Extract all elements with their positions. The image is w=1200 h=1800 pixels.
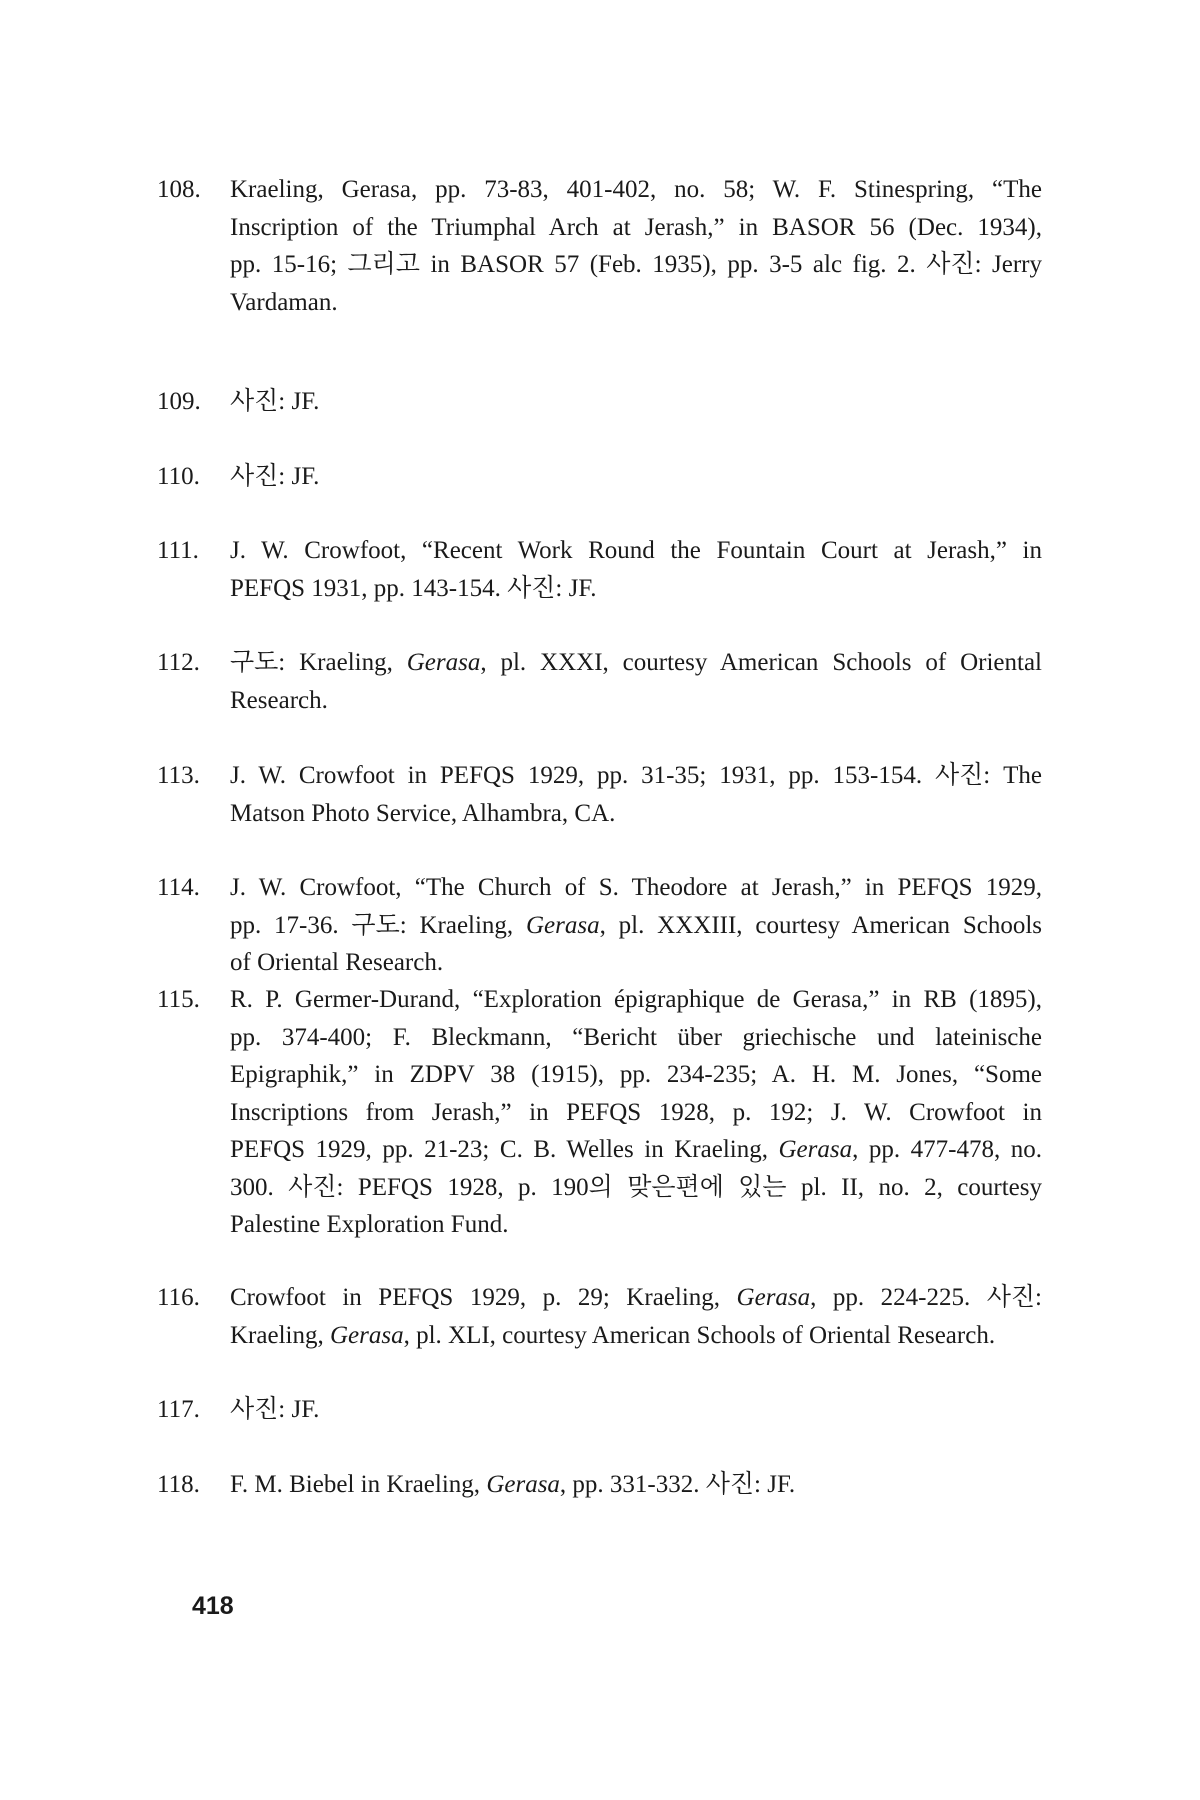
note-line: pp. 15-16; 그리고 in BASOR 57 (Feb. 1935), pp. 3-5 alc fig. 2. 사진: Jerry — [230, 251, 1042, 278]
endnote-116 — [157, 1279, 1042, 1354]
note-text — [230, 383, 1042, 421]
endnote-118 — [157, 1466, 1042, 1504]
note-number: 114. — [157, 874, 200, 901]
note-line: Palestine Exploration Fund. — [230, 1211, 509, 1238]
note-text — [230, 869, 1042, 982]
endnote-115 — [157, 981, 1042, 1244]
note-text — [230, 757, 1042, 832]
note-text — [230, 171, 1042, 321]
note-text — [230, 981, 1042, 1244]
note-line: R. P. Germer-Durand, “Exploration épigraphique de Gerasa,” in RB (1895), — [230, 986, 1042, 1013]
endnote-114 — [157, 869, 1042, 982]
note-text — [230, 1391, 1042, 1429]
note-text — [230, 458, 1042, 496]
note-number: 118. — [157, 1471, 200, 1498]
note-number: 108. — [157, 176, 201, 203]
page-number: 418 — [192, 1592, 234, 1620]
note-text — [230, 532, 1042, 607]
note-number: 115. — [157, 986, 200, 1013]
note-line: J. W. Crowfoot in PEFQS 1929, pp. 31-35; 1931, pp. 153-154. 사진: The — [230, 762, 1042, 789]
note-line: 사진: JF. — [230, 388, 320, 415]
note-line: PEFQS 1929, pp. 21-23; C. B. Welles in Kraeling, Gerasa, pp. 477-478, no. — [230, 1136, 1042, 1163]
endnote-117 — [157, 1391, 1042, 1429]
endnote-112 — [157, 644, 1042, 719]
note-line: J. W. Crowfoot, “The Church of S. Theodore at Jerash,” in PEFQS 1929, — [230, 874, 1042, 901]
note-line: 구도: Kraeling, Gerasa, pl. XXXI, courtesy American Schools of Oriental — [230, 649, 1042, 676]
note-line: J. W. Crowfoot, “Recent Work Round the Fountain Court at Jerash,” in — [230, 537, 1042, 564]
endnote-108 — [157, 171, 1042, 321]
note-line: 사진: JF. — [230, 1396, 320, 1423]
endnote-109 — [157, 383, 1042, 421]
note-line: Research. — [230, 686, 328, 714]
note-line: pp. 17-36. 구도: Kraeling, Gerasa, pl. XXXIII, courtesy American Schools — [230, 911, 1042, 939]
note-number: 112. — [157, 649, 200, 676]
note-line: Inscription of the Triumphal Arch at Jerash,” in BASOR 56 (Dec. 1934), — [230, 213, 1042, 241]
note-line: 사진: JF. — [230, 463, 320, 490]
note-line: Epigraphik,” in ZDPV 38 (1915), pp. 234-235; A. H. M. Jones, “Some — [230, 1061, 1042, 1088]
note-line: Matson Photo Service, Alhambra, CA. — [230, 799, 616, 827]
note-number: 111. — [157, 537, 199, 564]
note-text — [230, 1279, 1042, 1354]
note-line: Kraeling, Gerasa, pp. 73-83, 401-402, no. 58; W. F. Stinespring, “The — [230, 176, 1042, 203]
note-line: Inscriptions from Jerash,” in PEFQS 1928, p. 192; J. W. Crowfoot in — [230, 1098, 1042, 1126]
note-text — [230, 1466, 1042, 1504]
note-line: PEFQS 1931, pp. 143-154. 사진: JF. — [230, 574, 597, 602]
endnote-111 — [157, 532, 1042, 607]
note-line: pp. 374-400; F. Bleckmann, “Bericht über griechische und lateinische — [230, 1023, 1042, 1051]
note-number: 113. — [157, 762, 200, 789]
note-line: Crowfoot in PEFQS 1929, p. 29; Kraeling, Gerasa, pp. 224-225. 사진: — [230, 1284, 1043, 1311]
note-line: Vardaman. — [230, 288, 338, 316]
endnote-110 — [157, 458, 1042, 496]
note-line: Kraeling, Gerasa, pl. XLI, courtesy American Schools of Oriental Research. — [230, 1321, 996, 1349]
note-text — [230, 644, 1042, 719]
endnote-113 — [157, 757, 1042, 832]
note-number: 117. — [157, 1396, 200, 1423]
note-line: of Oriental Research. — [230, 949, 444, 976]
note-number: 116. — [157, 1284, 200, 1311]
note-number: 109. — [157, 388, 201, 415]
note-line: F. M. Biebel in Kraeling, Gerasa, pp. 331-332. 사진: JF. — [230, 1471, 796, 1498]
note-line: 300. 사진: PEFQS 1928, p. 190의 맞은편에 있는 pl. II, no. 2, courtesy — [230, 1173, 1042, 1201]
note-number: 110. — [157, 463, 200, 490]
